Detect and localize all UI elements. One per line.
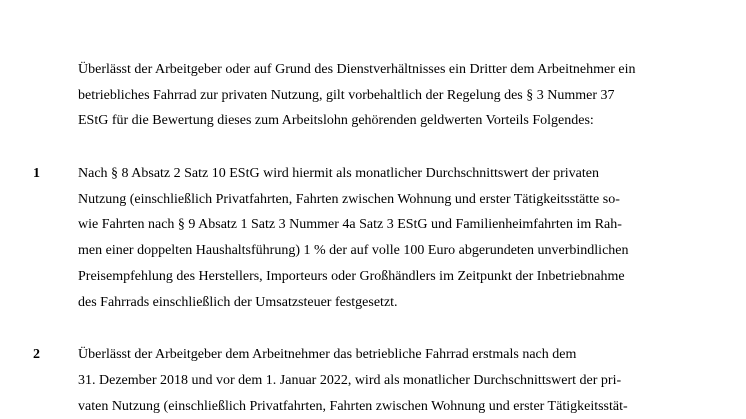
section-number: 2 (33, 347, 40, 362)
section-line: Nach § 8 Absatz 2 Satz 10 EStG wird hiermit als monatlicher Durchschnittswert der privaten (78, 166, 599, 181)
section-line: vaten Nutzung (einschließlich Privatfahrten, Fahrten zwischen Wohnung und erster Tätigkeitsstät- (78, 399, 628, 414)
section-line: 31. Dezember 2018 und vor dem 1. Januar 2022, wird als monatlicher Durchschnittswert der pri- (78, 373, 622, 388)
section-line: Nutzung (einschließlich Privatfahrten, Fahrten zwischen Wohnung und erster Tätigkeitsstätte so- (78, 192, 620, 207)
intro-line: EStG für die Bewertung dieses zum Arbeitslohn gehörenden geldwerten Vorteils Folgendes: (78, 113, 594, 128)
intro-line: betriebliches Fahrrad zur privaten Nutzung, gilt vorbehaltlich der Regelung des § 3 Nummer 37 (78, 88, 615, 103)
section-number: 1 (33, 166, 40, 181)
section-line: Überlässt der Arbeitgeber dem Arbeitnehmer das betriebliche Fahrrad erstmals nach dem (78, 347, 577, 362)
section-line: Preisempfehlung des Herstellers, Importeurs oder Großhändlers im Zeitpunkt der Inbetriebnahme (78, 269, 625, 284)
section-line: men einer doppelten Haushaltsführung) 1 % der auf volle 100 Euro abgerundeten unverbindlichen (78, 243, 629, 258)
section-line: wie Fahrten nach § 9 Absatz 1 Satz 3 Nummer 4a Satz 3 EStG und Familienheimfahrten im Rah- (78, 217, 622, 232)
section-line: des Fahrrads einschließlich der Umsatzsteuer festgesetzt. (78, 295, 398, 310)
intro-line: Überlässt der Arbeitgeber oder auf Grund des Dienstverhältnisses ein Dritter dem Arbeitnehmer ein (78, 62, 636, 77)
